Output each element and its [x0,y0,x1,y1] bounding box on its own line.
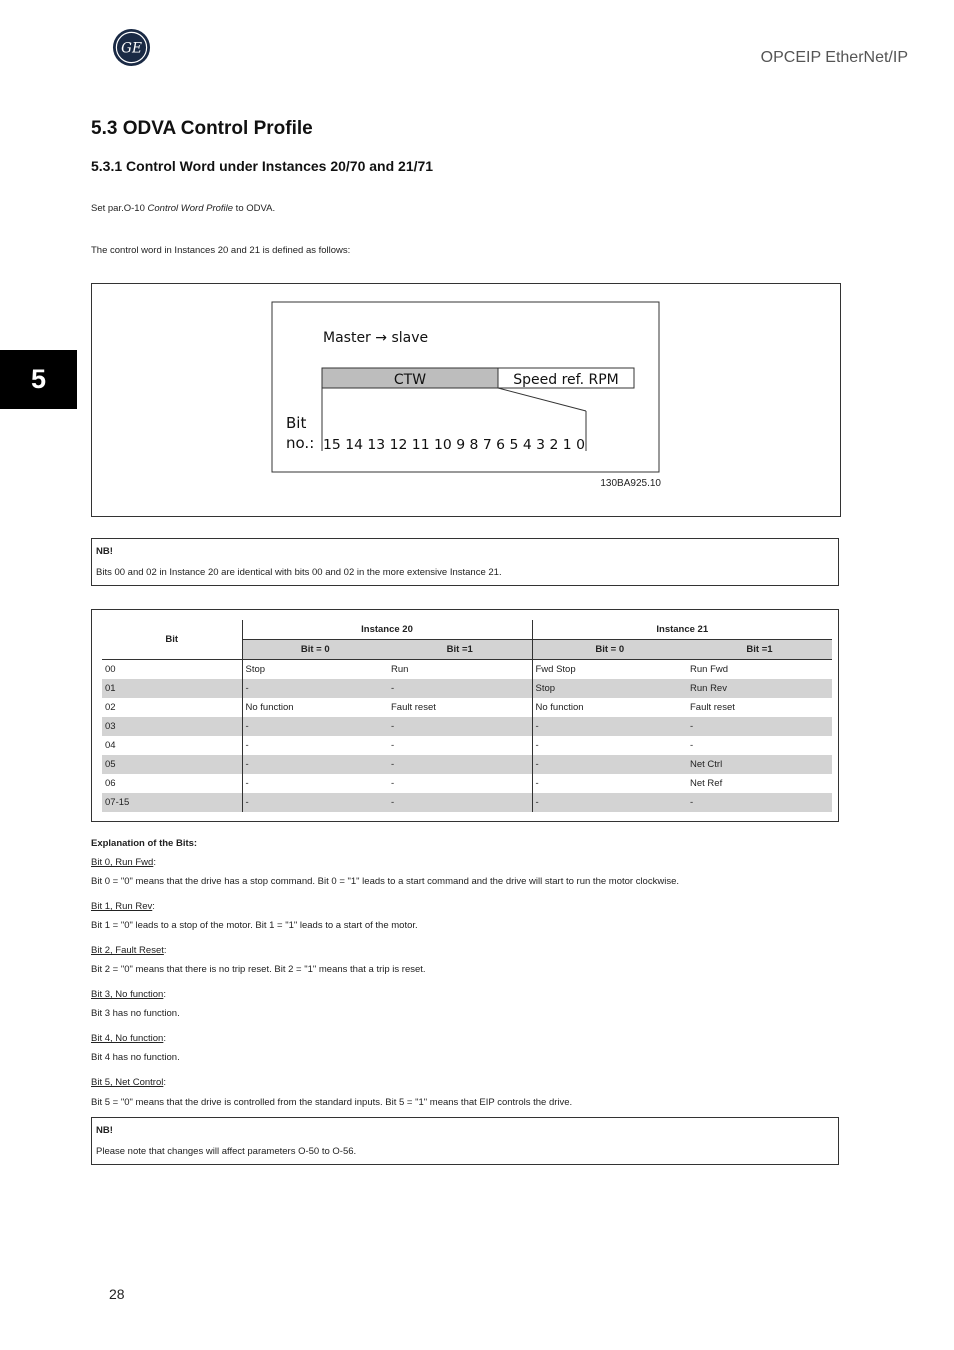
cell-i21-bit1: - [687,717,832,736]
cell-i20-bit0: - [242,736,388,755]
bit2-title: Bit 2, Fault Reset [91,945,164,956]
table-row [102,717,832,736]
bits-table-container [91,609,839,822]
explanation-item-title: Bit 1, Run Rev: [91,901,155,912]
cell-bit: 05 [102,755,242,774]
bit-numbers: 15 14 13 12 11 10 9 8 7 6 5 4 3 2 1 0 [323,437,585,453]
cell-i21-bit0: Stop [532,679,687,698]
intro-paragraph-1 [91,203,275,214]
cell-i20-bit1: - [388,755,532,774]
bit-column-header: Bit [102,620,242,660]
cell-i20-bit0: No function [242,698,388,717]
cell-i20-bit0: - [242,793,388,812]
table-header-row [102,620,832,640]
cell-i21-bit1: Net Ctrl [687,755,832,774]
intro-paragraph-2: The control word in Instances 20 and 21 is defined as follows: [91,245,351,256]
note-text: Please note that changes will affect parameters O-50 to O-56. [96,1146,357,1157]
logo-text: GE [121,40,142,57]
bit-label-line2: no.: [286,434,315,452]
table-row [102,679,832,698]
bits-table [102,620,832,812]
cell-bit: 04 [105,740,116,751]
cell-i20-bit1: - [391,740,395,751]
cell-bit: 03 [102,717,242,736]
bit4-description: Bit 4 has no function. [91,1052,180,1063]
explanation-item-title: Bit 3, No function: [91,989,166,1000]
cell-i20-bit1: Run [391,664,409,675]
cell-i21-bit1: - [687,793,832,812]
note-box-2 [91,1117,839,1165]
table-row [102,755,832,774]
bit4-title: Bit 4, No function [91,1033,164,1044]
explanation-heading: Explanation of the Bits: [91,838,198,849]
cell-i21-bit0: Fwd Stop [532,660,687,680]
table-row [102,793,832,812]
bit1-title: Bit 1, Run Rev [91,901,153,912]
document-title: OPCEIP EtherNet/IP [760,49,908,66]
instance21-header: Instance 21 [532,620,832,640]
intro-p1-prefix: Set par.O-10 [91,203,148,214]
cell-i21-bit0: - [532,736,687,755]
cell-i20-bit1: - [388,793,532,812]
note-box-1 [91,538,839,586]
cell-i21-bit1: Net Ref [690,778,723,789]
cell-i21-bit1: Run Rev [687,679,832,698]
bit5-title: Bit 5, Net Control [91,1077,164,1088]
bit3-description: Bit 3 has no function. [91,1008,180,1019]
bit5-description: Bit 5 = "0" means that the drive is controlled from the standard inputs. Bit 5 = "1" means that EIP controls the drive. [91,1097,573,1108]
page-number: 28 [109,1286,125,1302]
subheader-i20-bit0: Bit = 0 [242,640,388,660]
cell-i20-bit0: - [242,774,388,793]
ge-logo [112,28,151,67]
cell-i21-bit0: - [532,755,687,774]
cell-i20-bit1: - [388,679,532,698]
cell-i21-bit0: - [532,774,687,793]
note-label: NB! [96,546,113,557]
control-word-diagram [92,284,840,516]
note-label: NB! [96,1125,113,1136]
cell-bit: 07-15 [102,793,242,812]
cell-i20-bit0: - [242,679,388,698]
cell-i20-bit1: - [391,778,395,789]
cell-i20-bit0: Stop [242,660,388,680]
section-title: 5.3 ODVA Control Profile [91,118,313,139]
table-row [102,774,832,793]
cell-i21-bit0: - [532,717,687,736]
figure-id: 130BA925.10 [600,478,661,489]
bit2-description: Bit 2 = "0" means that there is no trip reset. Bit 2 = "1" means that a trip is reset. [91,964,426,975]
bit1-description: Bit 1 = "0" leads to a stop of the motor. Bit 1 = "1" leads to a start of the motor. [91,920,418,931]
bit0-description: Bit 0 = "0" means that the drive has a stop command. Bit 0 = "1" leads to a start command and the drive will start to run the motor clockwise. [91,876,679,887]
subsection-title: 5.3.1 Control Word under Instances 20/70 and 21/71 [91,158,434,174]
bit3-title: Bit 3, No function [91,989,164,1000]
instance20-header: Instance 20 [242,620,532,640]
table-row [102,660,832,680]
subheader-i21-bit1: Bit =1 [687,640,832,660]
bit-label-line1: Bit [286,414,307,432]
cell-i20-bit0: - [242,755,388,774]
cell-i21-bit1: Fault reset [690,702,735,713]
cell-i21-bit0: - [532,793,687,812]
explanation-item-title: Bit 2, Fault Reset: [91,945,167,956]
cell-i20-bit0: - [242,717,388,736]
cell-bit: 01 [102,679,242,698]
subheader-i20-bit1: Bit =1 [388,640,532,660]
speed-ref-label: Speed ref. RPM [513,372,619,388]
intro-p1-suffix: to ODVA. [233,203,276,214]
cell-i21-bit0: No function [532,698,687,717]
intro-p1-italic: Control Word Profile [147,203,234,214]
explanation-item-title: Bit 5, Net Control: [91,1077,166,1088]
ctw-label: CTW [393,372,427,388]
cell-bit: 00 [105,664,116,675]
note-text: Bits 00 and 02 in Instance 20 are identical with bits 00 and 02 in the more extensive Instance 21. [96,567,502,578]
direction-label: Master → slave [323,330,429,346]
cell-i21-bit1: Run Fwd [690,664,729,675]
bit0-title: Bit 0, Run Fwd [91,857,154,868]
table-row [102,736,832,755]
control-word-figure [91,283,841,517]
explanation-item-title: Bit 0, Run Fwd: [91,857,156,868]
subheader-i21-bit0: Bit = 0 [532,640,687,660]
chapter-tab: 5 [0,350,77,409]
explanation-item-title: Bit 4, No function: [91,1033,166,1044]
cell-i20-bit1: - [388,717,532,736]
cell-i21-bit1: - [690,740,694,751]
cell-bit: 02 [105,702,116,713]
table-row [102,698,832,717]
cell-i20-bit1: Fault reset [391,702,436,713]
cell-bit: 06 [105,778,116,789]
